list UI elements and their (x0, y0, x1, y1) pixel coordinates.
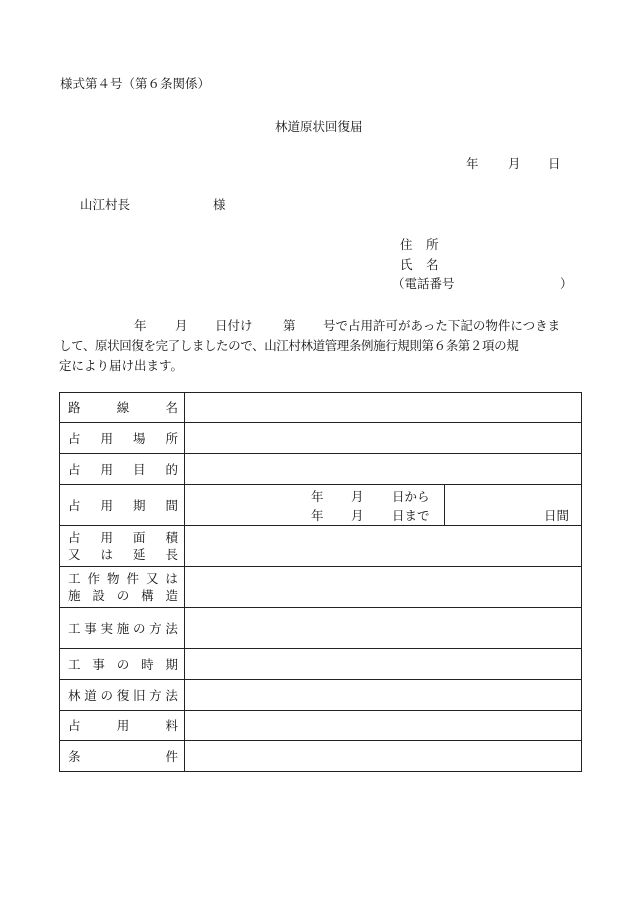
body-month: 月 (175, 318, 188, 333)
table-row (60, 454, 582, 485)
field-construction-period[interactable] (185, 649, 582, 680)
row-label-route-name (60, 393, 185, 423)
period-from-month: 月 (351, 489, 364, 504)
label-char: 条 (68, 748, 81, 764)
label-char: 件 (165, 748, 178, 764)
label-char: 構 (141, 588, 154, 603)
form-number: 様式第４号（第６条関係） (60, 76, 211, 91)
label-char: 施 (68, 588, 81, 603)
row-label-structure (60, 567, 185, 608)
label-char: 方 (149, 687, 162, 703)
label-char: 工 (68, 620, 81, 636)
body-year: 年 (134, 318, 147, 333)
table-row (60, 526, 582, 567)
row-label-construction-method (60, 608, 185, 649)
label-char: 場 (132, 430, 146, 446)
body-day: 日付け (215, 318, 253, 333)
period-days-label: 日間 (543, 508, 569, 523)
label-char: 線 (116, 400, 130, 415)
field-conditions[interactable] (185, 741, 582, 772)
period-until-year: 年 (311, 508, 324, 523)
label-char: 延 (132, 547, 146, 562)
label-char: 用 (116, 718, 130, 733)
row-label-construction-period (60, 649, 185, 680)
label-char: 施 (116, 620, 130, 636)
name-label-1: 氏 (400, 257, 413, 272)
addressee-name: 山江村長 (80, 197, 131, 212)
phone-label: （電話番号 (392, 276, 455, 291)
label-char: の (116, 588, 130, 603)
label-char: 件 (126, 571, 139, 586)
table-row (60, 485, 582, 526)
label-char: 間 (165, 497, 178, 513)
label-char: 期 (165, 656, 178, 672)
label-char: 占 (68, 530, 81, 545)
label-char: 実 (100, 620, 113, 636)
label-char: 復 (116, 687, 130, 703)
label-char: 工 (68, 571, 81, 586)
label-char: 方 (149, 620, 162, 636)
period-until-label: 日まで (392, 508, 430, 523)
document-title: 林道原状回復届 (275, 119, 363, 134)
label-char: 路 (68, 400, 81, 415)
label-char: 期 (132, 497, 146, 513)
label-char: は (165, 571, 178, 586)
label-char: 事 (92, 656, 105, 672)
field-construction-method[interactable] (185, 608, 582, 649)
table-row (60, 608, 582, 649)
date-month: 月 (508, 156, 521, 171)
label-char: 占 (68, 497, 81, 513)
table-row (60, 711, 582, 741)
label-char: 用 (100, 430, 113, 446)
addressee-honorific: 様 (213, 197, 226, 212)
table-row (60, 741, 582, 772)
row-label-restoration-method (60, 680, 185, 711)
name-label-2: 名 (426, 257, 439, 272)
body-line-3: 定により届け出ます。 (59, 358, 184, 373)
field-occupancy-purpose[interactable] (185, 454, 582, 485)
label-char: の (116, 656, 130, 672)
label-char: 設 (92, 588, 105, 603)
label-char: は (100, 547, 113, 562)
label-char: の (100, 687, 113, 703)
label-char: 的 (165, 461, 178, 477)
label-char: 法 (165, 687, 178, 703)
label-char: 占 (68, 461, 81, 477)
phone-close: ） (560, 276, 573, 291)
label-char: 面 (132, 530, 146, 545)
label-char: 事 (84, 620, 97, 636)
label-char: 占 (68, 718, 81, 733)
field-occupancy-period[interactable] (185, 485, 582, 526)
field-structure[interactable] (185, 567, 582, 608)
label-char: 又 (68, 547, 81, 562)
label-char: 法 (165, 620, 178, 636)
address-label-1: 住 (400, 237, 413, 252)
label-char: 長 (165, 547, 178, 562)
label-char: 作 (87, 571, 100, 586)
label-char: 工 (68, 656, 81, 672)
body-dai: 第 (283, 318, 296, 333)
period-dates[interactable] (185, 485, 445, 525)
period-from-year: 年 (311, 489, 324, 504)
label-char: 用 (100, 497, 113, 513)
table-row (60, 393, 582, 423)
row-label-occupancy-purpose (60, 454, 185, 485)
label-char: 目 (132, 461, 146, 477)
row-label-area-or-length (60, 526, 185, 567)
period-until-month: 月 (351, 508, 364, 523)
label-char: 物 (106, 571, 120, 586)
label-char: 用 (100, 530, 113, 545)
label-char: 料 (165, 718, 178, 733)
date-year: 年 (466, 156, 479, 171)
row-label-occupancy-place (60, 423, 185, 454)
label-char: 造 (165, 588, 178, 603)
label-char: 所 (165, 430, 178, 446)
body-rest: 号で占用許可があった下記の物件につきま (323, 318, 561, 333)
label-char: 林 (68, 687, 81, 703)
field-occupancy-place[interactable] (185, 423, 582, 454)
form-table (59, 392, 582, 772)
table-row (60, 567, 582, 608)
row-label-occupancy-period (60, 485, 185, 526)
label-char: 又 (145, 571, 159, 586)
table-row (60, 423, 582, 454)
field-occupancy-fee[interactable] (185, 711, 582, 741)
row-label-conditions (60, 741, 185, 772)
body-line-2: して、原状回復を完了しましたので、山江村林道管理条例施行規則第６条第２項の規 (59, 338, 519, 353)
period-days[interactable] (445, 485, 581, 525)
row-label-occupancy-fee (60, 711, 185, 741)
field-area-or-length[interactable] (185, 526, 582, 567)
label-char: 積 (165, 530, 178, 545)
label-char: 名 (165, 400, 178, 415)
table-row (60, 680, 582, 711)
period-from-label: 日から (392, 489, 430, 504)
table-row (60, 649, 582, 680)
field-restoration-method[interactable] (185, 680, 582, 711)
label-char: の (132, 620, 146, 636)
date-day: 日 (548, 156, 561, 171)
address-label-2: 所 (426, 237, 439, 252)
label-char: 道 (84, 687, 97, 703)
label-char: 占 (68, 430, 81, 446)
field-route-name[interactable] (185, 393, 582, 423)
label-char: 用 (100, 461, 113, 477)
label-char: 時 (141, 656, 154, 672)
label-char: 旧 (132, 687, 146, 703)
